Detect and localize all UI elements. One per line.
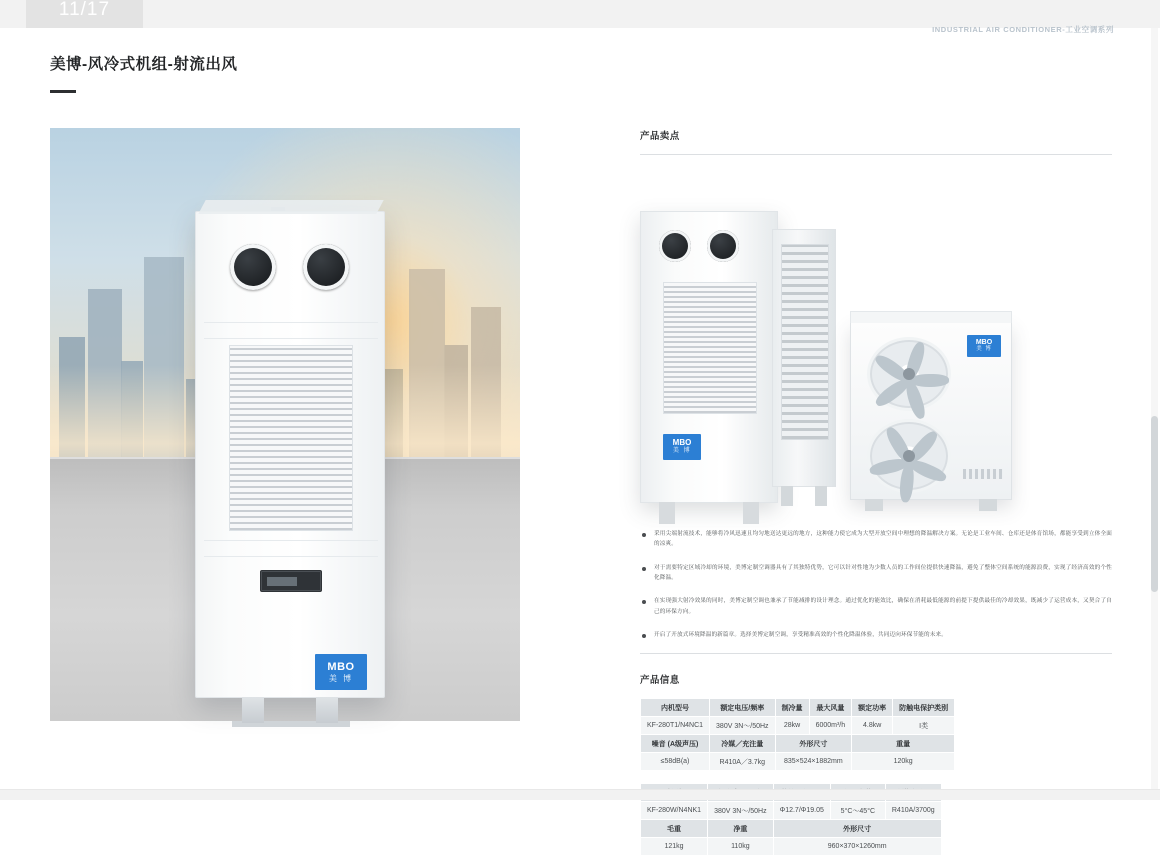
table-header-cell: 额定电压/频率 [710,699,776,717]
unit-foot [242,697,264,723]
table-cell: 28kw [775,717,809,735]
indoor-unit-photo [640,211,778,503]
list-item [640,529,1112,550]
brand-logo-badge [315,654,367,690]
bullet-dot-icon [642,567,646,571]
series-label: INDUSTRIAL AIR CONDITIONER-工业空调系列 [932,25,1114,34]
table-cell: 120kg [852,753,955,771]
unit-foot [865,499,883,511]
table-header-cell: 净重 [708,820,774,838]
table-cell: 110kg [708,838,774,856]
air-filter-grille [229,345,353,531]
louver-grille [781,244,829,440]
brand-logo-badge [663,434,701,460]
product-info-heading: 产品信息 [640,675,680,687]
list-item [640,630,1112,640]
brand-logo-en: MBO [975,339,993,347]
table-header-cell: 噪音 (A级声压) [641,735,710,753]
air-conditioner-unit-hero [195,211,385,698]
panel-seam [204,556,378,557]
table-header-cell: 防触电保护类别 [893,699,955,717]
unit-foot [316,697,338,723]
bullet-dot-icon [642,634,646,638]
table-row [641,735,955,753]
brand-logo-en: MBO [672,438,692,448]
page-number-chip: 11/17 [26,0,143,28]
secondary-unit-photo [772,229,836,487]
jet-nozzle-icon [707,230,739,262]
table-cell: R410A／3.7kg [710,753,776,771]
page-title: 美博-风冷式机组-射流出风 [50,56,238,73]
brand-logo-cn: 美 博 [672,448,692,455]
selling-points-heading: 产品卖点 [640,131,680,142]
panel-seam [204,540,378,541]
divider [640,653,1112,654]
unit-upper-panel [210,230,372,308]
selling-points-list [640,529,1112,640]
unit-foot [815,486,827,506]
jet-nozzle-icon [303,244,349,290]
table-cell: KF-280T1/N4NC1 [641,717,710,735]
table-header-cell: 内机型号 [641,699,710,717]
scrollbar-track[interactable] [1151,28,1158,790]
panel-seam [204,322,378,323]
list-item [640,596,1112,617]
jet-nozzle-icon [659,230,691,262]
selling-point-text: 在实现强大射冷效果的同时，美博定制空调也兼承了节能减排的设计理念。通过优化的能效比，确保在消耗最低能源的前提下提供最佳的冷却效果，既减少了运营成本，又契合了自己的环保方向。 [654,598,1112,615]
table-cell: R410A/3700g [885,802,941,820]
outdoor-unit-photo [850,322,1012,500]
unit-foot [659,502,675,524]
table-row [641,838,942,856]
table-cell: I类 [893,717,955,735]
table-cell: Φ12.7/Φ19.05 [773,802,830,820]
table-header-cell: 制冷量 [775,699,809,717]
table-cell: KF-280W/N4NK1 [641,802,708,820]
table-cell: ≤58dB(a) [641,753,710,771]
side-grille [963,469,1003,479]
table-row [641,717,955,735]
table-cell: 380V 3N～/50Hz [708,802,774,820]
table-cell: 4.8kw [852,717,893,735]
table-row [641,802,942,820]
list-item [640,563,1112,584]
selling-point-text: 开启了开放式环境降温的新篇章。选择美博定制空调，享受精准高效的个性化降温体验，共同迈向环保节能的未来。 [654,632,947,639]
air-filter-grille [663,282,757,414]
table-header-cell: 最大风量 [809,699,852,717]
unit-top-face [850,311,1012,323]
table-cell: 835×524×1882mm [775,753,852,771]
selling-point-text: 采用尖端射流技术，能够将冷风迅速且均匀地送达更远的地方，这种能力使它成为大型开放空间中理想的降温解决方案。无论是工业车间、仓库还是体育馆场，都能享受到立体全面的凉爽。 [654,531,1112,548]
fan-icon [867,419,951,493]
table-header-cell: 外形尺寸 [773,820,941,838]
right-column [640,128,1112,856]
divider [640,154,1112,155]
unit-foot [781,486,793,506]
title-underline [50,90,76,93]
unit-foot [979,499,997,511]
brand-logo-cn: 美 博 [976,345,992,352]
table-header-cell: 额定功率 [852,699,893,717]
table-header-cell: 毛重 [641,820,708,838]
control-display [260,570,322,592]
table-header-cell: 外形尺寸 [775,735,852,753]
bullet-dot-icon [642,533,646,537]
bottom-band [0,790,1160,800]
panel-seam [204,338,378,339]
table-row [641,820,942,838]
table-cell: 380V 3N～/50Hz [710,717,776,735]
brand-logo-badge [967,335,1001,357]
table-cell: 960×370×1260mm [773,838,941,856]
table-header-cell: 重量 [852,735,955,753]
page-title-wrap [50,52,237,93]
brand-logo-cn: 美 博 [328,673,354,683]
bullet-dot-icon [642,600,646,604]
table-cell: 121kg [641,838,708,856]
product-info-block [640,672,1112,856]
unit-top-face [198,200,383,214]
selling-point-text: 对于需要特定区域冷却的环境，美博定制空调器具有了其独特优势，它可以针对性地为少数人员的工作间位提供快速降温，避免了整体空间系统的能源浪费，实现了经济高效的个性化降温。 [654,564,1112,582]
table-cell: 5°C～45°C [830,802,885,820]
indoor-spec-table [640,698,955,771]
table-cell: 6000m³/h [809,717,852,735]
unit-foot [743,502,759,524]
product-photo-group [640,183,1112,513]
jet-nozzle-icon [230,244,276,290]
fan-icon [867,337,951,411]
table-row [641,753,955,771]
scrollbar-thumb[interactable] [1151,416,1158,592]
brand-logo-en: MBO [327,661,355,674]
hero-photo [50,128,520,721]
table-row [641,699,955,717]
table-header-cell: 冷媒／充注量 [710,735,776,753]
